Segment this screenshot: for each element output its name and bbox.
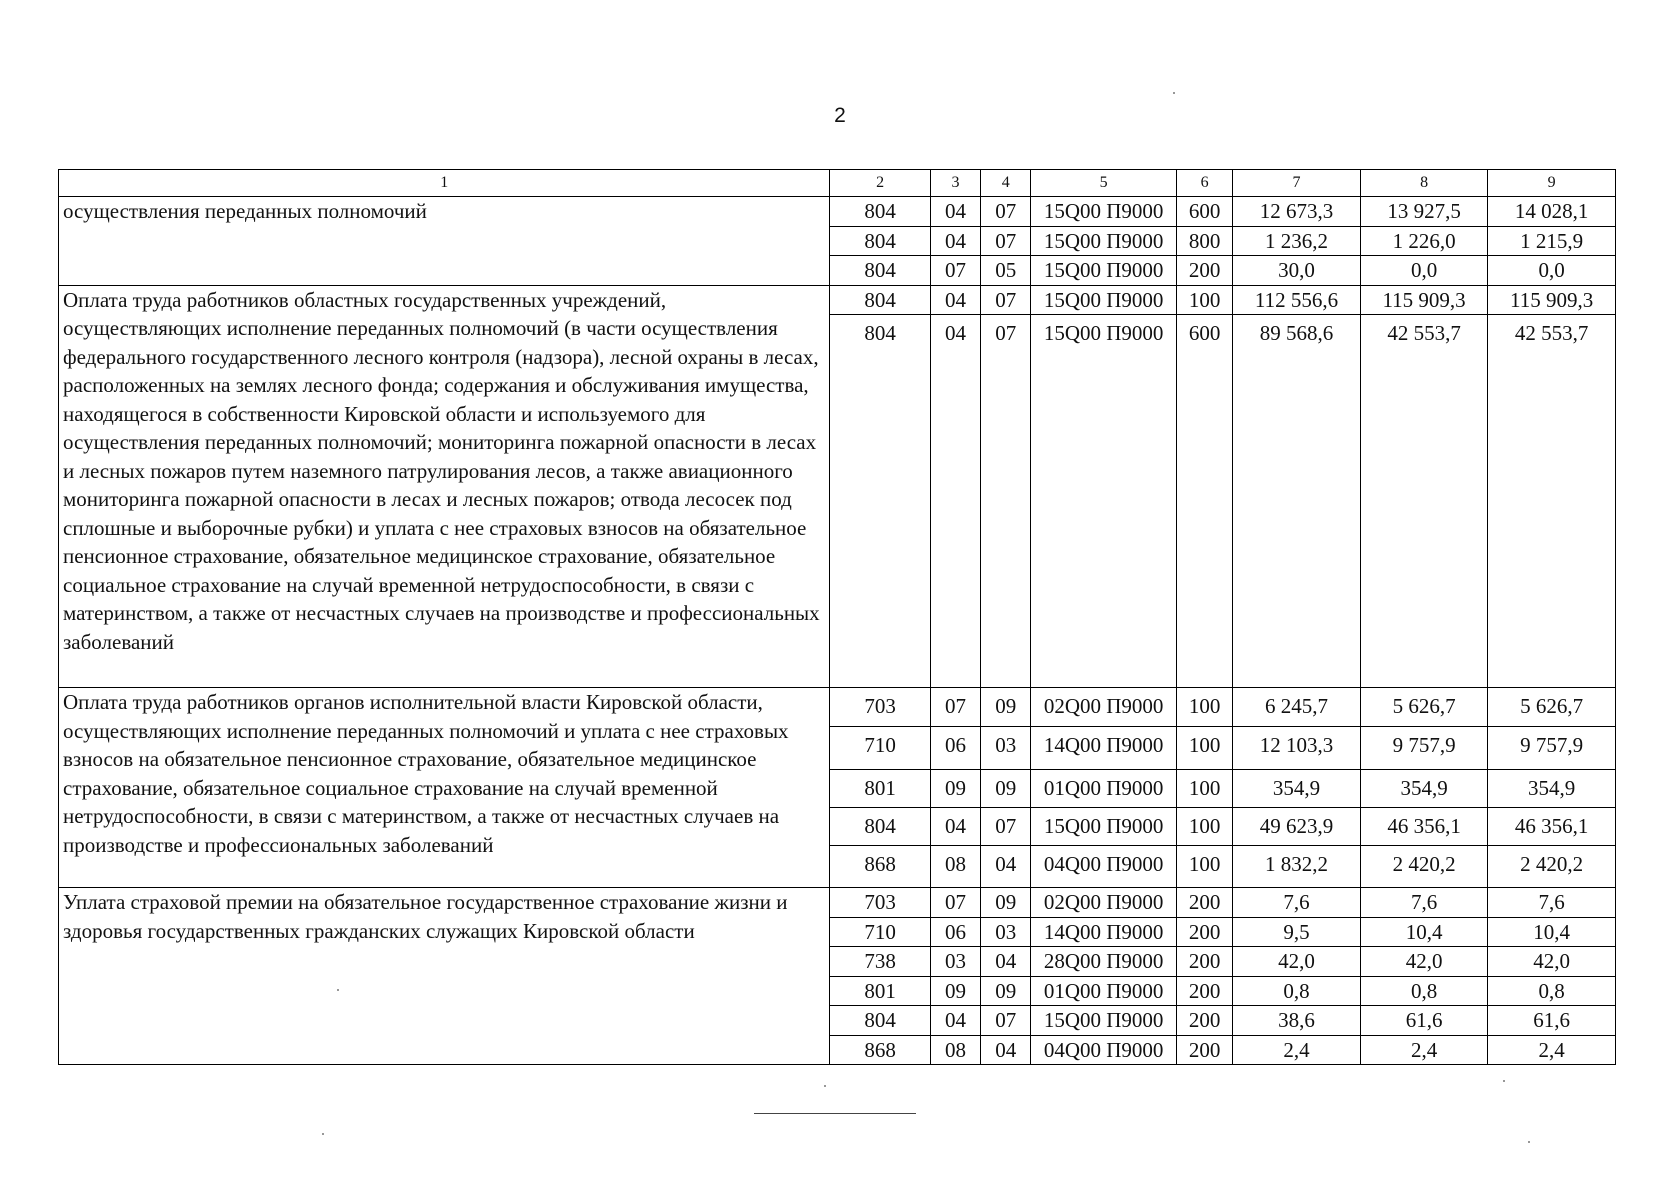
table-cell: 04Q00 П9000 <box>1031 1035 1177 1065</box>
table-cell: 46 356,1 <box>1360 808 1488 846</box>
table-cell: 01Q00 П9000 <box>1031 976 1177 1006</box>
table-cell: 200 <box>1176 947 1232 977</box>
table-cell: 738 <box>830 947 930 977</box>
table-cell: 07 <box>930 888 980 918</box>
table-row <box>59 688 1616 727</box>
table-cell: 200 <box>1176 1006 1232 1036</box>
table-cell: 10,4 <box>1488 917 1616 947</box>
table-cell: 804 <box>830 197 930 227</box>
column-header: 4 <box>981 170 1031 197</box>
table-cell: 1 236,2 <box>1233 226 1361 256</box>
scan-speck <box>1503 1080 1505 1082</box>
table-cell: 100 <box>1176 285 1232 315</box>
scan-speck <box>337 989 339 991</box>
table-cell: 89 568,6 <box>1233 315 1361 688</box>
table-cell: 600 <box>1176 197 1232 227</box>
column-header: 7 <box>1233 170 1361 197</box>
table-cell: 100 <box>1176 808 1232 846</box>
table-cell: 1 215,9 <box>1488 226 1616 256</box>
table-cell: 07 <box>981 315 1031 688</box>
table-cell: 804 <box>830 285 930 315</box>
table-cell: 61,6 <box>1488 1006 1616 1036</box>
table-cell: 115 909,3 <box>1488 285 1616 315</box>
table-cell: 12 103,3 <box>1233 727 1361 770</box>
table-cell: 710 <box>830 917 930 947</box>
table-cell: 30,0 <box>1233 256 1361 286</box>
table-cell: 04 <box>930 226 980 256</box>
table-cell: 354,9 <box>1233 770 1361 808</box>
table-cell: 2,4 <box>1360 1035 1488 1065</box>
table-cell: 0,0 <box>1360 256 1488 286</box>
table-cell: 42,0 <box>1488 947 1616 977</box>
scan-speck <box>1173 92 1175 94</box>
table-cell: 07 <box>981 285 1031 315</box>
table-cell: 0,8 <box>1360 976 1488 1006</box>
scan-speck <box>824 1085 826 1087</box>
table-cell: 2,4 <box>1488 1035 1616 1065</box>
table-cell: 710 <box>830 727 930 770</box>
table-cell: 200 <box>1176 917 1232 947</box>
column-header: 6 <box>1176 170 1232 197</box>
table-cell: 703 <box>830 888 930 918</box>
table-cell: 03 <box>981 727 1031 770</box>
column-header: 3 <box>930 170 980 197</box>
table-cell: 804 <box>830 808 930 846</box>
table-cell: 07 <box>981 197 1031 227</box>
table-cell: 5 626,7 <box>1488 688 1616 727</box>
table-cell: 06 <box>930 727 980 770</box>
table-row <box>59 197 1616 227</box>
table-cell: 09 <box>981 976 1031 1006</box>
table-cell: 46 356,1 <box>1488 808 1616 846</box>
table-cell: 09 <box>930 976 980 1006</box>
table-cell: 15Q00 П9000 <box>1031 226 1177 256</box>
table-cell: 02Q00 П9000 <box>1031 688 1177 727</box>
table-cell: 115 909,3 <box>1360 285 1488 315</box>
column-header: 2 <box>830 170 930 197</box>
table-cell: 07 <box>981 808 1031 846</box>
table-cell: 13 927,5 <box>1360 197 1488 227</box>
table-cell: 1 832,2 <box>1233 846 1361 888</box>
table-cell: 354,9 <box>1360 770 1488 808</box>
row-description: Уплата страховой премии на обязательное государственное страхование жизни и здоровья государственных гражданских служащих Кировской области <box>59 888 830 1065</box>
table-cell: 600 <box>1176 315 1232 688</box>
table-cell: 04Q00 П9000 <box>1031 846 1177 888</box>
table-cell: 04 <box>930 285 980 315</box>
table-cell: 6 245,7 <box>1233 688 1361 727</box>
table-cell: 2 420,2 <box>1488 846 1616 888</box>
table-cell: 04 <box>930 808 980 846</box>
table-cell: 07 <box>930 688 980 727</box>
table-cell: 2,4 <box>1233 1035 1361 1065</box>
table-cell: 04 <box>981 1035 1031 1065</box>
table-cell: 38,6 <box>1233 1006 1361 1036</box>
row-description: Оплата труда работников органов исполнительной власти Кировской области, осуществляющих исполнение переданных полномочий и уплата с нее страховых взносов на обязательное пенсионное страхование, обязательное медицинское страхование, обязательное социальное страхование на случай временной нетрудоспособности, в связи с материнством, а также от несчастных случаев на производстве и профессиональных заболеваний <box>59 688 830 888</box>
table-cell: 9 757,9 <box>1488 727 1616 770</box>
table-cell: 03 <box>930 947 980 977</box>
table-cell: 05 <box>981 256 1031 286</box>
table-cell: 5 626,7 <box>1360 688 1488 727</box>
table-cell: 14Q00 П9000 <box>1031 727 1177 770</box>
table-cell: 09 <box>981 688 1031 727</box>
table-cell: 112 556,6 <box>1233 285 1361 315</box>
row-description: Оплата труда работников областных государственных учреждений, осуществляющих исполнение переданных полномочий (в части осуществления федерального государственного лесного контроля (надзора), лесной охраны в лесах, расположенных на землях лесного фонда; содержания и обслуживания имущества, находящегося в собственности Кировской области и используемого для осуществления переданных полномочий; мониторинга пожарной опасности в лесах и лесных пожаров путем наземного патрулирования лесов, а также авиационного мониторинга пожарной опасности в лесах и лесных пожаров; отвода лесосек под сплошные и выборочные рубки) и уплата с нее страховых взносов на обязательное пенсионное страхование, обязательное медицинское страхование, обязательное социальное страхование на случай временной нетрудоспособности, в связи с материнством, а также от несчастных случаев на производстве и профессиональных заболеваний <box>59 285 830 688</box>
table-cell: 12 673,3 <box>1233 197 1361 227</box>
table-cell: 801 <box>830 976 930 1006</box>
table-cell: 868 <box>830 1035 930 1065</box>
table-cell: 7,6 <box>1488 888 1616 918</box>
table-cell: 14Q00 П9000 <box>1031 917 1177 947</box>
table-cell: 08 <box>930 846 980 888</box>
table-cell: 703 <box>830 688 930 727</box>
table-cell: 09 <box>930 770 980 808</box>
page-number: 2 <box>834 104 846 127</box>
table-cell: 04 <box>981 846 1031 888</box>
table-cell: 200 <box>1176 976 1232 1006</box>
table-cell: 1 226,0 <box>1360 226 1488 256</box>
table-cell: 7,6 <box>1233 888 1361 918</box>
table-cell: 07 <box>930 256 980 286</box>
table-cell: 14 028,1 <box>1488 197 1616 227</box>
table-header-row <box>59 170 1616 197</box>
table-cell: 100 <box>1176 727 1232 770</box>
table-cell: 804 <box>830 226 930 256</box>
table-cell: 9,5 <box>1233 917 1361 947</box>
table-cell: 28Q00 П9000 <box>1031 947 1177 977</box>
table-cell: 868 <box>830 846 930 888</box>
table-cell: 06 <box>930 917 980 947</box>
table-cell: 7,6 <box>1360 888 1488 918</box>
table-cell: 801 <box>830 770 930 808</box>
table-cell: 9 757,9 <box>1360 727 1488 770</box>
footer-divider <box>754 1113 916 1114</box>
table-cell: 03 <box>981 917 1031 947</box>
scan-speck <box>322 1133 324 1135</box>
table-cell: 02Q00 П9000 <box>1031 888 1177 918</box>
table-cell: 804 <box>830 1006 930 1036</box>
table-cell: 42 553,7 <box>1488 315 1616 688</box>
table-cell: 15Q00 П9000 <box>1031 197 1177 227</box>
table-cell: 10,4 <box>1360 917 1488 947</box>
table-row <box>59 888 1616 918</box>
table-cell: 100 <box>1176 688 1232 727</box>
table-cell: 100 <box>1176 770 1232 808</box>
column-header: 5 <box>1031 170 1177 197</box>
table-cell: 354,9 <box>1488 770 1616 808</box>
table-cell: 800 <box>1176 226 1232 256</box>
column-header: 8 <box>1360 170 1488 197</box>
column-header: 9 <box>1488 170 1616 197</box>
table-cell: 0,0 <box>1488 256 1616 286</box>
table-cell: 200 <box>1176 256 1232 286</box>
table-cell: 804 <box>830 315 930 688</box>
table-cell: 49 623,9 <box>1233 808 1361 846</box>
table-cell: 42,0 <box>1360 947 1488 977</box>
table-cell: 15Q00 П9000 <box>1031 1006 1177 1036</box>
column-header: 1 <box>59 170 830 197</box>
row-description: осуществления переданных полномочий <box>59 197 830 286</box>
table-cell: 42 553,7 <box>1360 315 1488 688</box>
table-cell: 09 <box>981 888 1031 918</box>
table-cell: 15Q00 П9000 <box>1031 285 1177 315</box>
table-cell: 15Q00 П9000 <box>1031 808 1177 846</box>
table-cell: 200 <box>1176 888 1232 918</box>
table-cell: 61,6 <box>1360 1006 1488 1036</box>
table-cell: 42,0 <box>1233 947 1361 977</box>
table-cell: 07 <box>981 226 1031 256</box>
table-cell: 200 <box>1176 1035 1232 1065</box>
table-cell: 15Q00 П9000 <box>1031 256 1177 286</box>
table-cell: 04 <box>930 197 980 227</box>
table-cell: 01Q00 П9000 <box>1031 770 1177 808</box>
table-cell: 804 <box>830 256 930 286</box>
table-cell: 04 <box>981 947 1031 977</box>
table-cell: 0,8 <box>1233 976 1361 1006</box>
table-cell: 2 420,2 <box>1360 846 1488 888</box>
table-cell: 04 <box>930 315 980 688</box>
table-cell: 08 <box>930 1035 980 1065</box>
table-cell: 0,8 <box>1488 976 1616 1006</box>
table-cell: 100 <box>1176 846 1232 888</box>
table-cell: 07 <box>981 1006 1031 1036</box>
table-cell: 04 <box>930 1006 980 1036</box>
budget-table <box>58 169 1616 1065</box>
table-row <box>59 285 1616 315</box>
table-cell: 15Q00 П9000 <box>1031 315 1177 688</box>
table-cell: 09 <box>981 770 1031 808</box>
scan-speck <box>1528 1141 1530 1143</box>
